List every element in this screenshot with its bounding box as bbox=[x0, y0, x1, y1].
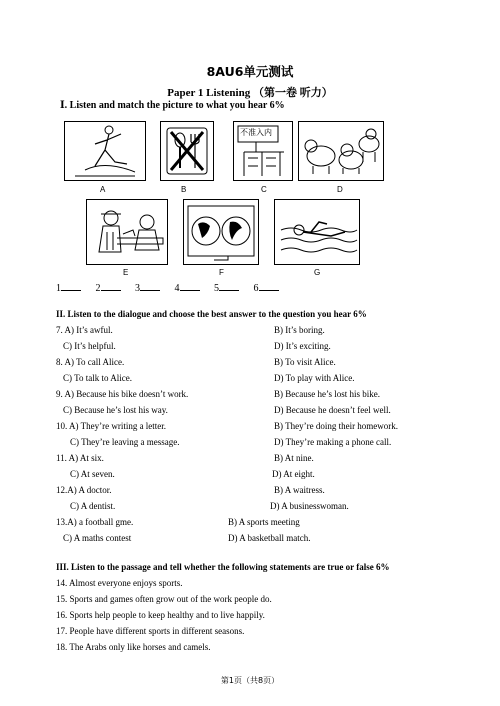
picture-g bbox=[274, 199, 360, 265]
picture-c bbox=[233, 121, 293, 181]
paper-subtitle: Paper 1 Listening （第一卷 听力） bbox=[167, 87, 333, 99]
q9-option-c: C) Because he’s lost his way. bbox=[63, 405, 168, 415]
statement-16: 16. Sports help people to keep healthy and to live happily. bbox=[56, 610, 265, 620]
blank-3[interactable] bbox=[140, 281, 160, 291]
q8-option-b: B) To visit Alice. bbox=[274, 357, 336, 367]
q11-option-c: C) At seven. bbox=[70, 469, 115, 479]
statement-15: 15. Sports and games often grow out of the work people do. bbox=[56, 594, 272, 604]
section-1-heading: Ⅰ. Listen and match the picture to what you hear 6% bbox=[60, 100, 285, 111]
q13-option-c: C) A maths contest bbox=[63, 533, 132, 543]
picture-d bbox=[298, 121, 384, 181]
statement-17: 17. People have different sports in different seasons. bbox=[56, 626, 245, 636]
q11-option-b: B) At nine. bbox=[274, 453, 314, 463]
blank-4[interactable] bbox=[180, 281, 200, 291]
q12-option-a: 12.A) A doctor. bbox=[56, 485, 112, 495]
section-3-heading: III. Listen to the passage and tell whether the following statements are true or false 6% bbox=[56, 562, 390, 572]
q8-option-a: 8. A) To call Alice. bbox=[56, 357, 125, 367]
blank-5[interactable] bbox=[219, 281, 239, 291]
q10-option-c: C) They’re leaving a message. bbox=[70, 437, 180, 447]
blank-2[interactable] bbox=[101, 281, 121, 291]
picture-c-label: C bbox=[261, 185, 267, 194]
q7-option-a: 7. A) It’s awful. bbox=[56, 325, 113, 335]
picture-f-label: F bbox=[219, 268, 224, 277]
q13-option-d: D) A basketball match. bbox=[228, 533, 311, 543]
blank-3-number: 3 bbox=[135, 283, 140, 294]
q8-option-d: D) To play with Alice. bbox=[274, 373, 355, 383]
q7-option-b: B) It’s boring. bbox=[274, 325, 325, 335]
picture-a-label: A bbox=[100, 185, 106, 194]
q10-option-d: D) They’re making a phone call. bbox=[274, 437, 392, 447]
sign-text: 不准入内 bbox=[240, 128, 272, 137]
blank-4-number: 4 bbox=[174, 283, 180, 294]
picture-g-label: G bbox=[314, 268, 321, 277]
section-2-heading: II. Listen to the dialogue and choose the best answer to the question you hear 6% bbox=[56, 309, 367, 319]
picture-f bbox=[183, 199, 259, 265]
q11-option-a: 11. A) At six. bbox=[56, 453, 104, 463]
blank-6-number: 6 bbox=[253, 283, 259, 294]
picture-e bbox=[86, 199, 168, 265]
q12-option-b: B) A waitress. bbox=[274, 485, 325, 495]
q10-option-b: B) They’re doing their homework. bbox=[274, 421, 399, 431]
picture-b bbox=[160, 121, 214, 181]
q12-option-c: C) A dentist. bbox=[70, 501, 116, 511]
q9-option-a: 9. A) Because his bike doesn’t work. bbox=[56, 389, 189, 399]
statement-18: 18. The Arabs only like horses and camels. bbox=[56, 642, 211, 652]
picture-e-label: E bbox=[123, 268, 129, 277]
blank-1[interactable] bbox=[61, 281, 81, 291]
picture-a bbox=[64, 121, 146, 181]
document-title: 8AU6单元测试 bbox=[206, 64, 294, 79]
q7-option-d: D) It’s exciting. bbox=[274, 341, 331, 351]
q11-option-d: D) At eight. bbox=[272, 469, 315, 479]
q12-option-d: D) A businesswoman. bbox=[270, 501, 349, 511]
blank-1-number: 1 bbox=[56, 283, 61, 294]
answer-blanks bbox=[56, 281, 279, 294]
q10-option-a: 10. A) They’re writing a letter. bbox=[56, 421, 167, 431]
page-footer: 第1页（共8页） bbox=[220, 676, 280, 685]
q7-option-c: C) It’s helpful. bbox=[63, 341, 116, 351]
q9-option-b: B) Because he’s lost his bike. bbox=[274, 389, 380, 399]
statement-14: 14. Almost everyone enjoys sports. bbox=[56, 578, 183, 588]
picture-b-label: B bbox=[181, 185, 187, 194]
picture-d-label: D bbox=[337, 185, 343, 194]
blank-6[interactable] bbox=[259, 281, 279, 291]
blank-5-number: 5 bbox=[214, 283, 219, 294]
blank-2-number: 2 bbox=[95, 283, 101, 294]
q8-option-c: C) To talk to Alice. bbox=[63, 373, 132, 383]
q9-option-d: D) Because he doesn’t feel well. bbox=[274, 405, 391, 415]
q13-option-a: 13.A) a football gme. bbox=[56, 517, 134, 527]
q13-option-b: B) A sports meeting bbox=[228, 517, 300, 527]
